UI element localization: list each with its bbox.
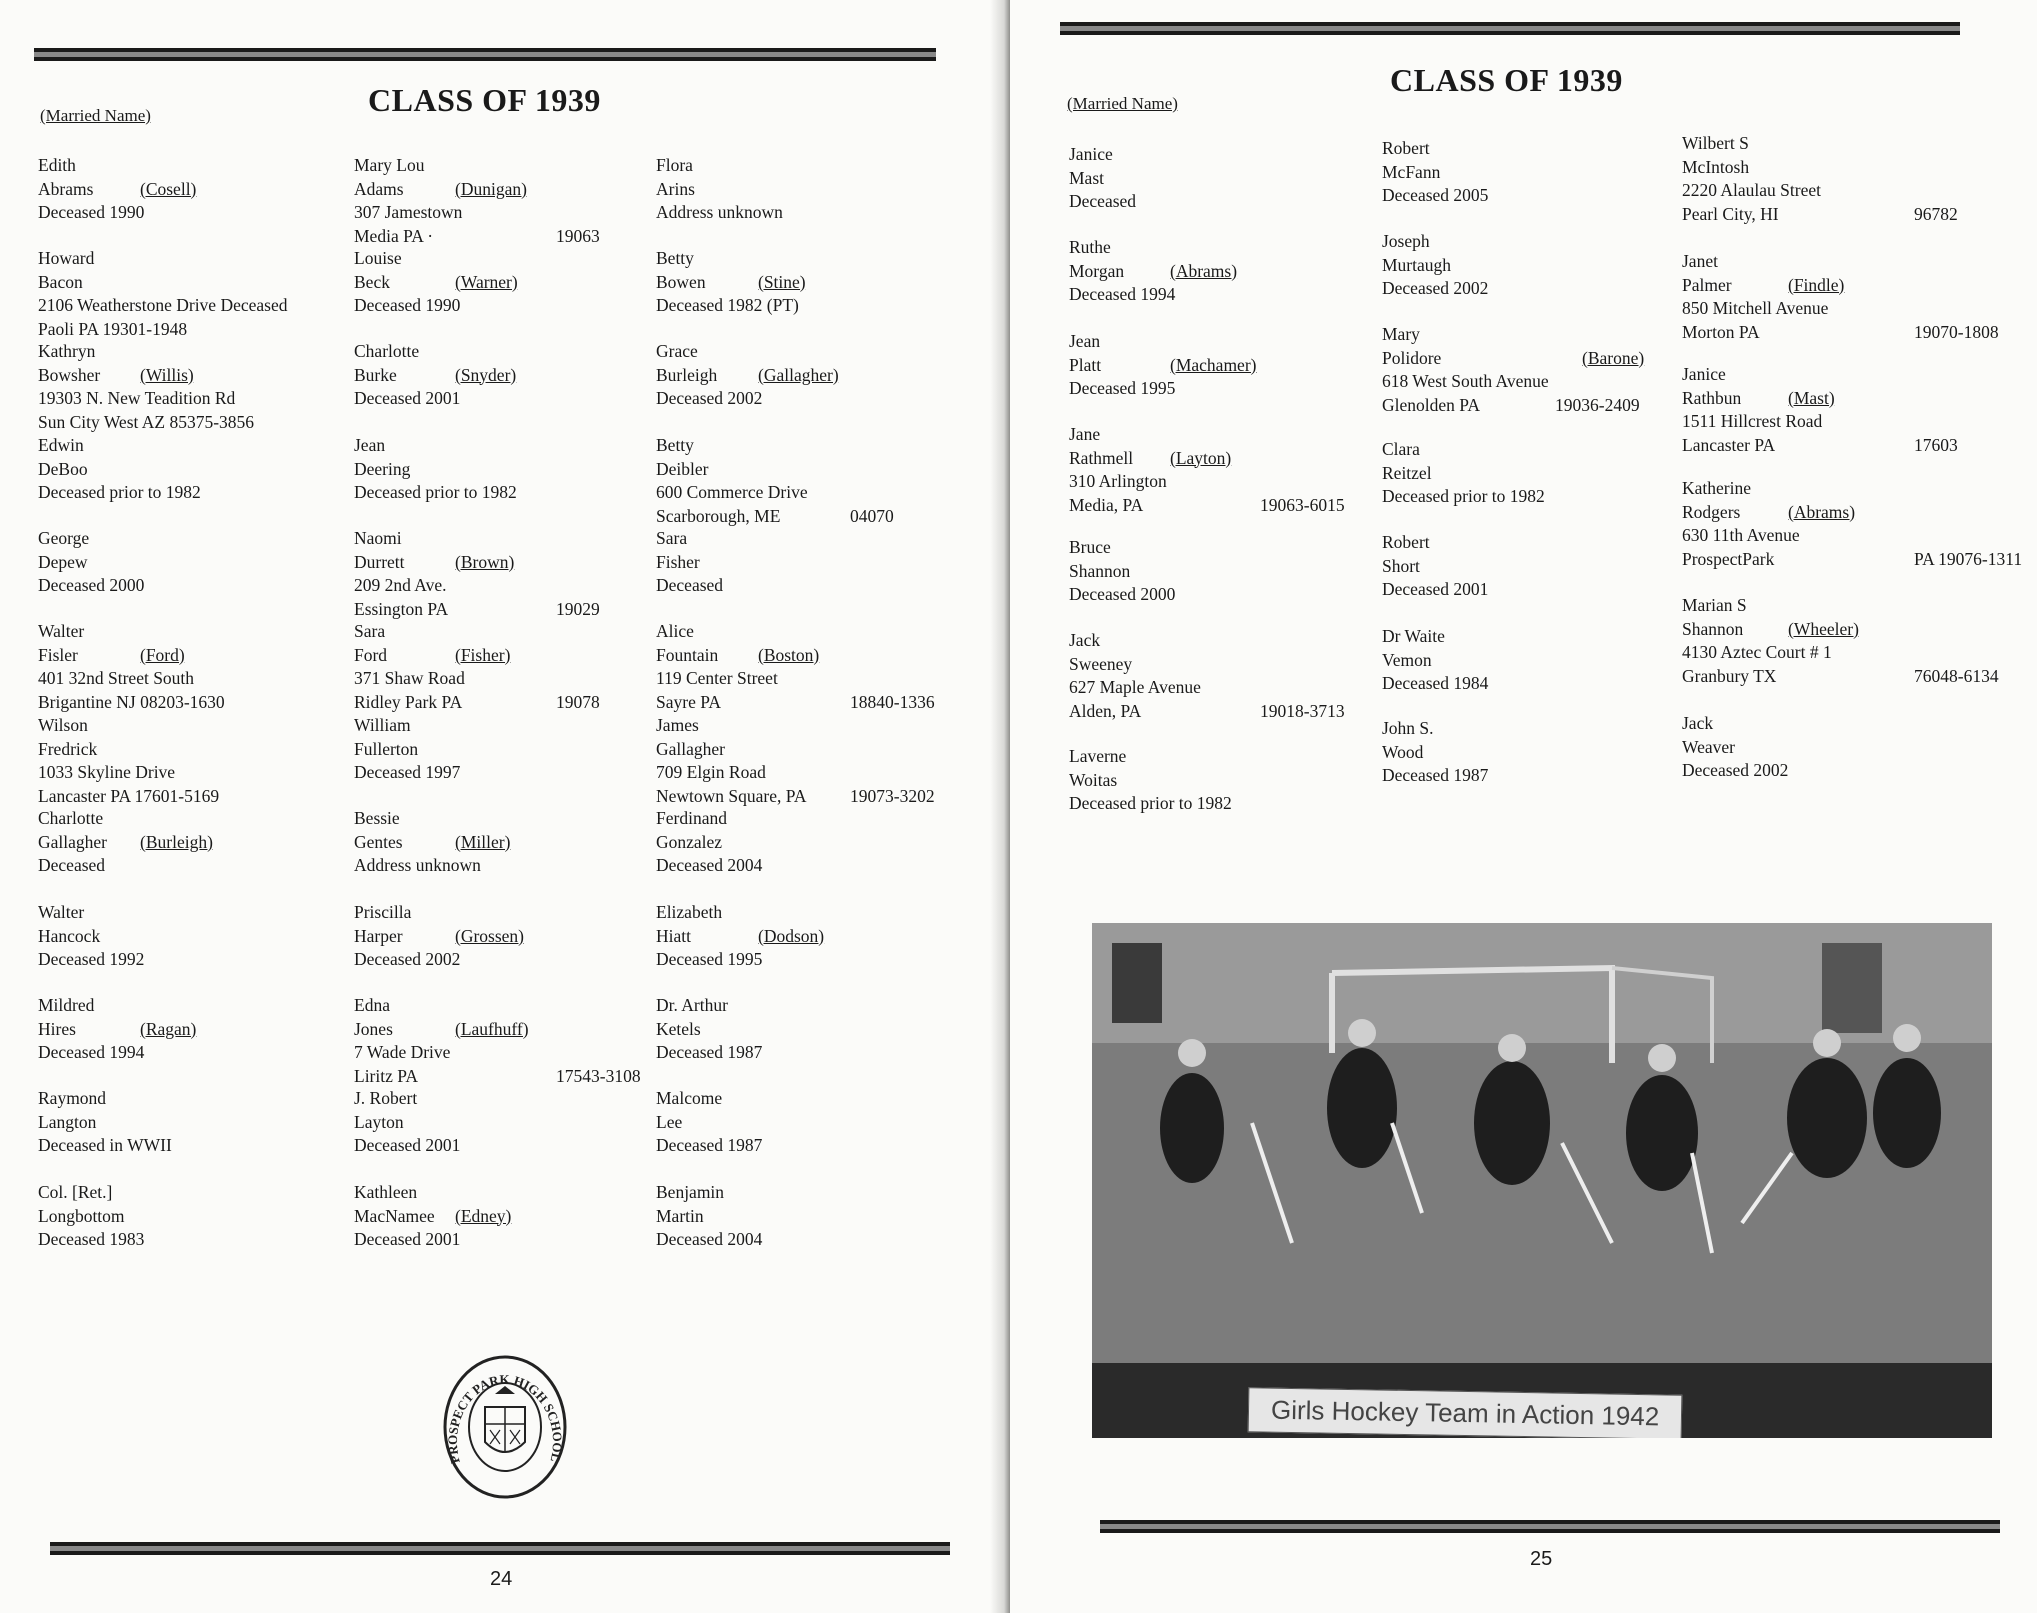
first-name: Col. [Ret.]: [38, 1182, 113, 1202]
status-text: Deceased 1987: [1382, 765, 1489, 785]
address-line: ProspectPark PA 19076-1311: [1682, 548, 1800, 572]
married-name: (Abrams): [1170, 260, 1238, 281]
married-name: (Mast): [1788, 387, 1835, 408]
married-name: (Warner): [455, 271, 518, 292]
alumni-entry: [656, 994, 762, 1065]
status-text: Deceased 2000: [1069, 584, 1176, 604]
status-text: Deceased 2001: [1382, 579, 1489, 599]
address-line: Alden, PA 19018-3713: [1069, 700, 1201, 724]
first-name: Alice: [656, 621, 694, 641]
address-line: Essington PA 19029: [354, 598, 448, 622]
first-name: Edna: [354, 995, 390, 1015]
alumni-entry: [1069, 423, 1345, 517]
first-name: Priscilla: [354, 902, 412, 922]
status-text: Deceased 2001: [354, 1135, 461, 1155]
first-name: Flora: [656, 155, 693, 175]
status-text: Deceased 2002: [1382, 278, 1489, 298]
first-name: Janice: [1682, 364, 1726, 384]
last-name: McFann: [1382, 161, 1441, 182]
alumni-entry: [656, 340, 839, 411]
last-name: Reitzel: [1382, 462, 1432, 483]
first-name: J. Robert: [354, 1088, 418, 1108]
last-name: Fullerton: [354, 738, 419, 759]
married-name: (Barone): [1582, 347, 1645, 368]
last-name: McIntosh: [1682, 156, 1750, 177]
address-line: 1033 Skyline Drive: [38, 762, 176, 782]
last-name: Hancock: [38, 925, 101, 946]
address-line: 1511 Hillcrest Road: [1682, 411, 1823, 431]
last-name: Fredrick: [38, 738, 98, 759]
last-name: Fountain (Boston): [656, 644, 778, 668]
status-text: Deceased 2002: [1682, 760, 1789, 780]
alumni-entry: [1382, 438, 1545, 509]
status-text: Deceased 2000: [38, 575, 145, 595]
married-name: (Abrams): [1788, 501, 1856, 522]
alumni-entry: [38, 527, 144, 598]
status-text: Deceased 1997: [354, 762, 461, 782]
alumni-entry: [354, 434, 517, 505]
married-name: (Stine): [758, 271, 806, 292]
first-name: Robert: [1382, 532, 1430, 552]
address-line: Lancaster PA 17601-5169: [38, 785, 220, 806]
status-text: Deceased 1983: [38, 1229, 145, 1249]
address-line: 19303 N. New Teadition Rd: [38, 388, 236, 408]
zip-code: 19063: [556, 225, 600, 246]
address-line: 627 Maple Avenue: [1069, 677, 1201, 697]
address-line: 630 11th Avenue: [1682, 525, 1800, 545]
last-name: Hires (Ragan): [38, 1018, 144, 1042]
address-line: 2106 Weatherstone Drive Deceased: [38, 295, 288, 315]
first-name: Jane: [1069, 424, 1101, 444]
first-name: Sara: [354, 621, 386, 641]
last-name: Wood: [1382, 741, 1424, 762]
married-name: (Cosell): [140, 178, 197, 199]
married-name: (Wheeler): [1788, 618, 1859, 639]
alumni-entry: [354, 994, 641, 1088]
bottom-rule: [1100, 1520, 2000, 1533]
last-name: Short: [1382, 555, 1420, 576]
alumni-entry: [38, 620, 225, 714]
first-name: Betty: [656, 248, 694, 268]
last-name: DeBoo: [38, 458, 88, 479]
alumni-entry: [1682, 712, 1788, 783]
address-line: 310 Arlington: [1069, 471, 1167, 491]
last-name: Shannon: [1069, 560, 1131, 581]
address-line: Glenolden PA 19036-2409: [1382, 394, 1549, 418]
address-line: Sun City West AZ 85375-3856: [38, 411, 255, 432]
zip-code: 19036-2409: [1555, 394, 1640, 415]
married-name: (Snyder): [455, 364, 517, 385]
last-name: MacNamee (Edney): [354, 1205, 460, 1229]
married-name: (Findle): [1788, 274, 1845, 295]
alumni-entry: [354, 247, 518, 318]
status-text: Deceased 2004: [656, 855, 763, 875]
first-name: Wilson: [38, 715, 88, 735]
alumni-entry: [354, 807, 511, 878]
alumni-entry: [656, 714, 935, 808]
alumni-entry: [38, 994, 197, 1065]
address-line: Liritz PA 17543-3108: [354, 1065, 450, 1089]
zip-code: 19018-3713: [1260, 700, 1345, 721]
first-name: Malcome: [656, 1088, 723, 1108]
alumni-entry: [1069, 629, 1345, 723]
last-name: Longbottom: [38, 1205, 125, 1226]
first-name: Louise: [354, 248, 402, 268]
alumni-entry: [656, 901, 825, 972]
first-name: James: [656, 715, 699, 735]
first-name: Bruce: [1069, 537, 1111, 557]
page-number: 24: [490, 1568, 513, 1590]
left-page: [0, 0, 1000, 1613]
zip-code: 04070: [850, 505, 894, 526]
alumni-entry: [38, 1087, 172, 1158]
address-line: Sayre PA 18840-1336: [656, 691, 778, 715]
status-text: Deceased 1995: [656, 949, 763, 969]
last-name: Sweeney: [1069, 653, 1133, 674]
alumni-entry: [1382, 717, 1488, 788]
alumni-entry: [354, 714, 460, 785]
last-name: Gentes (Miller): [354, 831, 481, 855]
first-name: Mary Lou: [354, 155, 425, 175]
status-text: Deceased 2002: [354, 949, 461, 969]
address-line: 7 Wade Drive: [354, 1042, 451, 1062]
alumni-entry: [1069, 745, 1232, 816]
alumni-entry: [656, 620, 935, 714]
first-name: Mary: [1382, 324, 1420, 344]
status-text: Deceased: [1069, 191, 1137, 211]
first-name: Charlotte: [354, 341, 420, 361]
alumni-entry: [1682, 594, 1999, 688]
zip-code: PA 19076-1311: [1914, 548, 2023, 569]
alumni-entry: [354, 620, 600, 714]
first-name: Marian S: [1682, 595, 1747, 615]
alumni-entry: [38, 1181, 144, 1252]
first-name: Kathryn: [38, 341, 96, 361]
last-name: Deibler: [656, 458, 709, 479]
alumni-entry: [1382, 323, 1645, 417]
status-text: Deceased 2004: [656, 1229, 763, 1249]
last-name: Gonzalez: [656, 831, 723, 852]
last-name: Rodgers (Abrams): [1682, 501, 1800, 525]
married-name: (Fisher): [455, 644, 511, 665]
first-name: Katherine: [1682, 478, 1751, 498]
first-name: John S.: [1382, 718, 1434, 738]
married-name: (Burleigh): [140, 831, 213, 852]
last-name: Hiatt (Dodson): [656, 925, 762, 949]
status-text: Deceased 2001: [354, 1229, 461, 1249]
address-line: 119 Center Street: [656, 668, 778, 688]
married-name: (Miller): [455, 831, 511, 852]
alumni-entry: [1069, 143, 1136, 214]
alumni-entry: [656, 807, 762, 878]
first-name: George: [38, 528, 90, 548]
status-text: Deceased: [656, 575, 724, 595]
alumni-entry: [354, 527, 600, 621]
married-name: (Willis): [140, 364, 194, 385]
married-name-header: (Married Name): [1067, 94, 1178, 113]
status-text: Deceased 2002: [656, 388, 763, 408]
married-name: (Brown): [455, 551, 515, 572]
address-line: 850 Mitchell Avenue: [1682, 298, 1829, 318]
last-name: Lee: [656, 1111, 683, 1132]
last-name: Platt (Machamer): [1069, 354, 1175, 378]
married-name: (Edney): [455, 1205, 512, 1226]
married-name: (Machamer): [1170, 354, 1257, 375]
status-text: Deceased 1990: [354, 295, 461, 315]
last-name: Adams (Dunigan): [354, 178, 462, 202]
first-name: Betty: [656, 435, 694, 455]
alumni-entry: [656, 154, 783, 225]
address-line: Newtown Square, PA 19073-3202: [656, 785, 807, 809]
alumni-entry: [38, 807, 213, 878]
alumni-entry: [38, 901, 144, 972]
alumni-entry: [656, 527, 723, 598]
first-name: Dr. Arthur: [656, 995, 728, 1015]
seal-text: PROSPECT PARK HIGH SCHOOL: [444, 1371, 566, 1466]
address-line: Lancaster PA 17603: [1682, 434, 1822, 458]
alumni-entry: [354, 154, 600, 248]
last-name: Palmer (Findle): [1682, 274, 1828, 298]
alumni-entry: [1069, 330, 1257, 401]
alumni-entry: [1682, 477, 2023, 571]
first-name: Ruthe: [1069, 237, 1111, 257]
alumni-entry: [38, 154, 197, 225]
alumni-entry: [1682, 132, 1958, 226]
alumni-entry: [38, 247, 288, 341]
first-name: Naomi: [354, 528, 402, 548]
alumni-entry: [1382, 625, 1488, 696]
last-name: Rathmell (Layton): [1069, 447, 1167, 471]
top-rule: [34, 48, 936, 61]
zip-code: 17543-3108: [556, 1065, 641, 1086]
married-name: (Layton): [1170, 447, 1232, 468]
last-name: Shannon (Wheeler): [1682, 618, 1832, 642]
status-text: Deceased 1994: [1069, 284, 1176, 304]
married-name: (Grossen): [455, 925, 525, 946]
address-line: Paoli PA 19301-1948: [38, 318, 188, 339]
address-line: Scarborough, ME 04070: [656, 505, 808, 529]
last-name: Morgan (Abrams): [1069, 260, 1175, 284]
first-name: Janice: [1069, 144, 1113, 164]
first-name: Grace: [656, 341, 698, 361]
status-text: Address unknown: [354, 855, 481, 875]
alumni-entry: [1382, 137, 1488, 208]
zip-code: 19073-3202: [850, 785, 935, 806]
last-name: Fisher: [656, 551, 700, 572]
alumni-entry: [656, 247, 806, 318]
last-name: Vemon: [1382, 649, 1432, 670]
address-line: Media, PA 19063-6015: [1069, 494, 1167, 518]
address-line: 401 32nd Street South: [38, 668, 195, 688]
last-name: Abrams (Cosell): [38, 178, 144, 202]
last-name: Durrett (Brown): [354, 551, 448, 575]
status-text: Address unknown: [656, 202, 783, 222]
address-line: Brigantine NJ 08203-1630: [38, 691, 225, 712]
status-text: Deceased 1990: [38, 202, 145, 222]
zip-code: 17603: [1914, 434, 1958, 455]
married-name: (Dunigan): [455, 178, 527, 199]
page-number: 25: [1530, 1548, 1553, 1570]
first-name: William: [354, 715, 411, 735]
alumni-entry: [656, 1087, 762, 1158]
first-name: Jean: [1069, 331, 1101, 351]
address-line: Granbury TX 76048-6134: [1682, 665, 1832, 689]
alumni-entry: [354, 1087, 460, 1158]
first-name: Bessie: [354, 808, 400, 828]
zip-code: 19070-1808: [1914, 321, 1999, 342]
status-text: Deceased 1995: [1069, 378, 1176, 398]
last-name: Weaver: [1682, 736, 1735, 757]
status-text: Deceased 1992: [38, 949, 145, 969]
alumni-entry: [1382, 230, 1488, 301]
status-text: Deceased in WWII: [38, 1135, 172, 1155]
address-line: Media PA · 19063: [354, 225, 462, 249]
first-name: Janet: [1682, 251, 1718, 271]
first-name: Jack: [1069, 630, 1101, 650]
address-line: Morton PA 19070-1808: [1682, 321, 1828, 345]
first-name: Edith: [38, 155, 76, 175]
status-text: Deceased prior to 1982: [354, 482, 517, 502]
status-text: Deceased 1982 (PT): [656, 295, 799, 315]
status-text: Deceased 1987: [656, 1042, 763, 1062]
last-name: Ford (Fisher): [354, 644, 465, 668]
address-line: 4130 Aztec Court # 1: [1682, 642, 1832, 662]
last-name: Polidore (Barone): [1382, 347, 1549, 371]
alumni-entry: [1069, 536, 1175, 607]
address-line: 209 2nd Ave.: [354, 575, 447, 595]
address-line: 307 Jamestown: [354, 202, 463, 222]
first-name: Howard: [38, 248, 95, 268]
zip-code: 19029: [556, 598, 600, 619]
last-name: Depew: [38, 551, 88, 572]
status-text: Deceased prior to 1982: [38, 482, 201, 502]
last-name: Martin: [656, 1205, 704, 1226]
alumni-entry: [38, 340, 254, 434]
address-line: 709 Elgin Road: [656, 762, 766, 782]
status-text: Deceased 1984: [1382, 673, 1489, 693]
status-text: Deceased prior to 1982: [1069, 793, 1232, 813]
last-name: Deering: [354, 458, 411, 479]
alumni-entry: [656, 434, 894, 528]
photo-caption: Girls Hockey Team in Action 1942: [1248, 1387, 1683, 1438]
alumni-entry: [1069, 236, 1238, 307]
first-name: Benjamin: [656, 1182, 725, 1202]
married-name: (Laufhuff): [455, 1018, 529, 1039]
last-name: Langton: [38, 1111, 97, 1132]
zip-code: 18840-1336: [850, 691, 935, 712]
last-name: Burleigh (Gallagher): [656, 364, 762, 388]
first-name: Joseph: [1382, 231, 1430, 251]
address-line: 371 Shaw Road: [354, 668, 465, 688]
married-name: (Ragan): [140, 1018, 197, 1039]
first-name: Mildred: [38, 995, 95, 1015]
first-name: Walter: [38, 902, 85, 922]
alumni-entry: [38, 434, 201, 505]
page-title: CLASS OF 1939: [1390, 62, 1623, 98]
last-name: Arins: [656, 178, 695, 199]
alumni-entry: [1382, 531, 1488, 602]
page-title: CLASS OF 1939: [368, 82, 601, 118]
first-name: Dr Waite: [1382, 626, 1445, 646]
married-name: (Dodson): [758, 925, 825, 946]
last-name: Jones (Laufhuff): [354, 1018, 450, 1042]
last-name: Burke (Snyder): [354, 364, 460, 388]
address-line: Ridley Park PA 19078: [354, 691, 465, 715]
address-line: 618 West South Avenue: [1382, 371, 1549, 391]
last-name: Woitas: [1069, 769, 1118, 790]
last-name: Bacon: [38, 271, 83, 292]
zip-code: 19078: [556, 691, 600, 712]
first-name: Raymond: [38, 1088, 107, 1108]
last-name: Gallagher: [656, 738, 725, 759]
first-name: Clara: [1382, 439, 1420, 459]
status-text: Deceased 2005: [1382, 185, 1489, 205]
zip-code: 19063-6015: [1260, 494, 1345, 515]
first-name: Ferdinand: [656, 808, 727, 828]
status-text: Deceased 1994: [38, 1042, 145, 1062]
hockey-team-photo: [1092, 923, 1992, 1438]
married-name-header: (Married Name): [40, 106, 151, 125]
status-text: Deceased: [38, 855, 106, 875]
alumni-entry: [1682, 250, 1999, 344]
last-name: Harper (Grossen): [354, 925, 460, 949]
alumni-entry: [656, 1181, 762, 1252]
alumni-entry: [354, 1181, 512, 1252]
address-line: 600 Commerce Drive: [656, 482, 808, 502]
school-seal-icon: [440, 1352, 570, 1502]
status-text: Deceased 1987: [656, 1135, 763, 1155]
last-name: Beck (Warner): [354, 271, 460, 295]
bottom-rule: [50, 1542, 950, 1555]
address-line: Pearl City, HI 96782: [1682, 203, 1821, 227]
first-name: Edwin: [38, 435, 84, 455]
married-name: (Ford): [140, 644, 185, 665]
last-name: Bowen (Stine): [656, 271, 799, 295]
last-name: Mast: [1069, 167, 1104, 188]
alumni-entry: [354, 901, 525, 972]
first-name: Sara: [656, 528, 688, 548]
first-name: Kathleen: [354, 1182, 418, 1202]
first-name: Robert: [1382, 138, 1430, 158]
alumni-entry: [38, 714, 219, 808]
last-name: Fisler (Ford): [38, 644, 225, 668]
status-text: Deceased 2001: [354, 388, 461, 408]
status-text: Deceased prior to 1982: [1382, 486, 1545, 506]
last-name: Bowsher (Willis): [38, 364, 254, 388]
alumni-entry: [1682, 363, 1958, 457]
first-name: Laverne: [1069, 746, 1127, 766]
first-name: Jean: [354, 435, 386, 455]
first-name: Elizabeth: [656, 902, 723, 922]
zip-code: 96782: [1914, 203, 1958, 224]
first-name: Walter: [38, 621, 85, 641]
married-name: (Boston): [758, 644, 820, 665]
first-name: Wilbert S: [1682, 133, 1749, 153]
address-line: 2220 Alaulau Street: [1682, 180, 1822, 200]
last-name: Rathbun (Mast): [1682, 387, 1822, 411]
alumni-entry: [354, 340, 517, 411]
last-name: Murtaugh: [1382, 254, 1452, 275]
last-name: Ketels: [656, 1018, 701, 1039]
last-name: Layton: [354, 1111, 404, 1132]
zip-code: 76048-6134: [1914, 665, 1999, 686]
first-name: Charlotte: [38, 808, 104, 828]
last-name: Gallagher (Burleigh): [38, 831, 107, 855]
first-name: Jack: [1682, 713, 1714, 733]
married-name: (Gallagher): [758, 364, 839, 385]
top-rule: [1060, 22, 1960, 35]
